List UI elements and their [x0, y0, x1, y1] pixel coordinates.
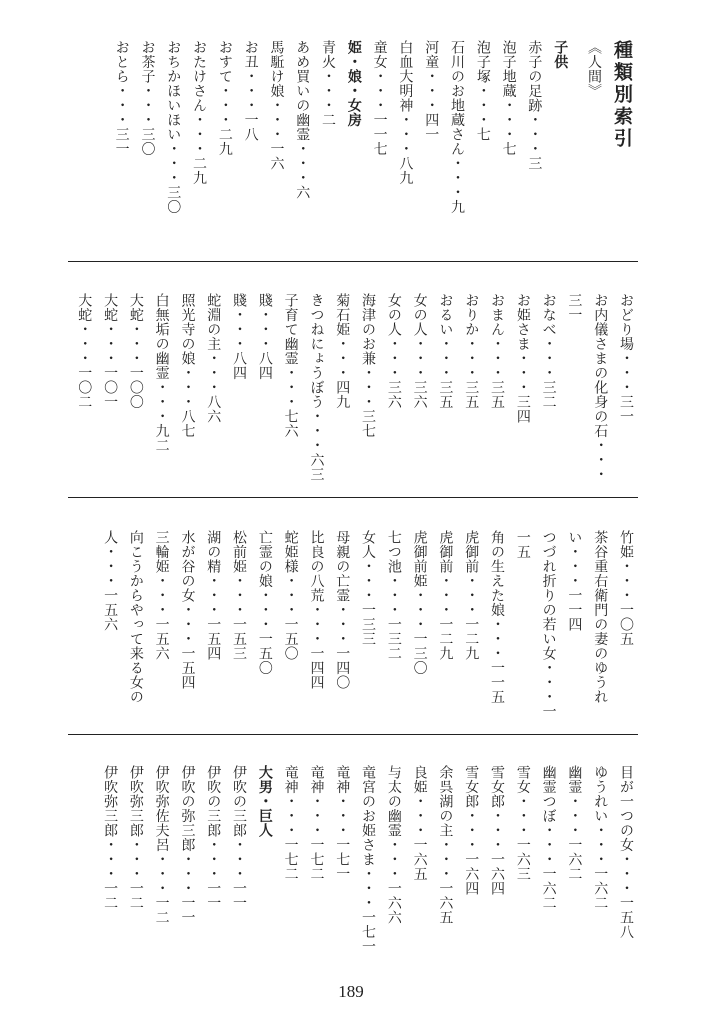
index-entry: お丑・・・一八	[242, 40, 259, 142]
index-entry: 幽霊つぼ・・・一六二	[540, 765, 557, 910]
index-band-4	[66, 765, 638, 954]
index-entry: 角の生えた娘・・・一一五	[489, 530, 506, 704]
index-entry: 伊吹の弥三郎・・・一一	[179, 765, 196, 925]
index-entry: 海津のお兼・・・三七	[360, 293, 377, 438]
index-entry: 子育て幽霊・・・七六	[282, 293, 299, 438]
index-entry: 女人・・・一三三	[360, 530, 377, 646]
index-entry: 泡子塚・・・七	[474, 40, 491, 142]
index-entry: 童女・・・一一七	[371, 40, 388, 156]
index-band-3	[66, 530, 638, 719]
index-band-1	[66, 40, 638, 214]
index-entry: お内儀さまの化身の石・・・	[592, 293, 609, 482]
index-entry: 白無垢の幽霊・・・九二	[153, 293, 170, 453]
index-entry: 照光寺の娘・・・八七	[179, 293, 196, 438]
index-entry: 大蛇・・・一〇二	[76, 293, 93, 409]
index-entry: おりか・・・三五	[463, 293, 480, 409]
index-entry: ゆうれい・・・一六二	[592, 765, 609, 910]
index-entry: 雪女・・・一六三	[514, 765, 531, 881]
divider-1	[68, 261, 638, 262]
index-entry: 人・・・一五六	[102, 530, 119, 632]
index-entry: 目が一つの女・・・一五八	[618, 765, 634, 939]
index-entry: 女の人・・・三六	[411, 293, 428, 409]
index-entry: 伊吹の三郎・・・一一	[205, 765, 222, 910]
index-entry: 大蛇・・・一〇〇	[127, 293, 144, 409]
index-entry: 余呉湖の主・・・一六五	[437, 765, 454, 925]
index-entry: 茶谷重右衛門の妻のゆうれ	[592, 530, 609, 704]
index-entry: 亡霊の娘・・・一五〇	[256, 530, 273, 675]
index-entry: 与太の幽霊・・・一六六	[385, 765, 402, 925]
index-entry: あめ買いの幽霊・・・六	[294, 40, 311, 200]
index-entry: 竜神・・・一七二	[282, 765, 299, 881]
index-entry: お姫さま・・・三四	[514, 293, 531, 424]
category-heading: 大男・巨人	[256, 765, 273, 838]
index-entry: 母親の亡霊・・・一四〇	[334, 530, 351, 690]
index-entry: お茶子・・・三〇	[139, 40, 156, 156]
index-title: 種類別索引	[611, 40, 633, 150]
index-entry: おなべ・・・三二	[540, 293, 557, 409]
index-entry: おとら・・・三一	[113, 40, 130, 156]
index-entry: 伊吹弥三郎・・・一二	[127, 765, 144, 910]
index-entry: 湖の精・・・一五四	[205, 530, 222, 661]
index-entry: 三輪姫・・・一五六	[153, 530, 170, 661]
index-entry: 一五	[514, 530, 531, 559]
index-entry: 賤・・・八四	[231, 293, 248, 380]
index-entry: 青火・・・二	[320, 40, 337, 127]
index-entry: 泡子地蔵・・・七	[500, 40, 517, 156]
index-entry: 虎御前・・・一二九	[437, 530, 454, 661]
index-entry: 伊吹弥三郎・・・一二	[102, 765, 119, 910]
index-entry: おるい・・・三五	[437, 293, 454, 409]
index-entry: い・・・一一四	[566, 530, 583, 632]
index-entry: 竹姫・・・一〇五	[618, 530, 634, 646]
index-entry: 赤子の足跡・・・三	[526, 40, 543, 171]
index-entry: 虎御前・・・一二九	[463, 530, 480, 661]
index-entry: 竜神・・・一七一	[334, 765, 351, 881]
index-entry: 竜宮のお姫さま・・・一七一	[360, 765, 377, 954]
index-entry: 石川のお地蔵さん・・・九	[449, 40, 466, 214]
index-entry: おどり場・・・三一	[618, 293, 634, 424]
index-entry: 雪女郎・・・一六四	[489, 765, 506, 896]
index-entry: きつねにょうぼう・・・六三	[308, 293, 325, 482]
index-entry: 水が谷の女・・・一五四	[179, 530, 196, 690]
index-entry: 伊吹弥佐夫呂・・・一二	[153, 765, 170, 925]
index-entry: 伊吹の三郎・・・一一	[231, 765, 248, 910]
index-entry: 七つ池・・・一三二	[385, 530, 402, 661]
index-entry: 松前姫・・・一五三	[231, 530, 248, 661]
index-entry: 虎御前姫・・・一三〇	[411, 530, 428, 675]
index-entry: 良姫・・・一六五	[411, 765, 428, 881]
index-entry: 比良の八荒・・・一四四	[308, 530, 325, 690]
index-entry: おたけさん・・・二九	[191, 40, 208, 185]
index-entry: 河童・・・四一	[423, 40, 440, 142]
index-entry: 蛇淵の主・・・八六	[205, 293, 222, 424]
index-entry: つづれ折りの若い女・・・一	[540, 530, 557, 719]
index-entry: 向こうからやって来る女の	[127, 530, 144, 704]
index-entry: 蛇姫様・・・一五〇	[282, 530, 299, 661]
category-heading: 姫・娘・女房	[345, 40, 362, 127]
page-number: 189	[338, 982, 364, 1001]
index-entry: おまん・・・三五	[489, 293, 506, 409]
divider-2	[68, 497, 638, 498]
index-entry: 《人間》	[586, 40, 602, 98]
index-entry: 白血大明神・・・八九	[397, 40, 414, 185]
divider-3	[68, 734, 638, 735]
index-entry: 竜神・・・一七二	[308, 765, 325, 881]
index-entry: 幽霊・・・一六二	[566, 765, 583, 881]
category-heading: 子供	[552, 40, 569, 69]
index-entry: 菊石姫・・・四九	[334, 293, 351, 409]
index-entry: 大蛇・・・一〇一	[102, 293, 119, 409]
index-entry: 賤・・・八四	[256, 293, 273, 380]
index-entry: 雪女郎・・・一六四	[463, 765, 480, 896]
index-entry: 女の人・・・三六	[385, 293, 402, 409]
index-entry: 三一	[566, 293, 583, 322]
index-entry: おちかほいほい・・・三〇	[165, 40, 182, 214]
index-entry: 馬駈け娘・・・一六	[268, 40, 285, 171]
index-entry: おすて・・・二九	[216, 40, 233, 156]
index-band-2	[66, 293, 638, 482]
